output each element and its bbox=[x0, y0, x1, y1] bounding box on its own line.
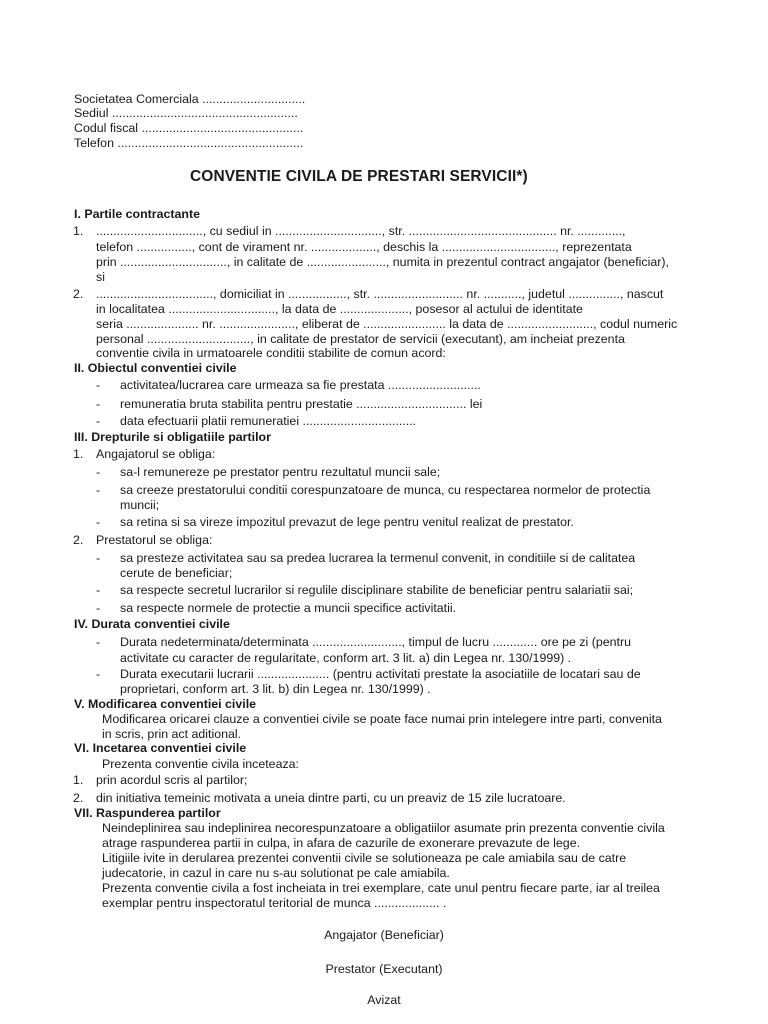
employer-obligations-title: Angajatorul se obliga: bbox=[96, 447, 216, 461]
party-2-line: .................................., domiciliat in ................., str. .......................... nr. ..........., judetul ..............., nascut bbox=[96, 287, 664, 301]
section-1-heading: I. Partile contractante bbox=[74, 207, 201, 221]
tax-code-field: Codul fiscal ............................................... bbox=[74, 121, 304, 135]
list-item: sa presteze activitatea sau sa predea lucrarea la termenul convenit, in conditiile si de calitatea bbox=[120, 551, 636, 565]
bullet: - bbox=[96, 515, 101, 529]
termination-item-number: 2. bbox=[73, 791, 84, 805]
paragraph-line: Neindeplinirea sau indeplinirea necorespunzatoare a obligatiilor asumate prin prezenta conventie civila bbox=[102, 821, 665, 835]
bullet: - bbox=[96, 635, 101, 649]
list-item: Durata executarii lucrarii ..................... (pentru activitati prestate la asociatiile de locatari sau de bbox=[120, 667, 641, 681]
section-7-heading: VII. Raspunderea partilor bbox=[74, 806, 221, 820]
list-item: remuneratia bruta stabilita pentru prestatie ................................ lei bbox=[120, 397, 483, 411]
document-title: CONVENTIE CIVILA DE PRESTARI SERVICII*) bbox=[190, 168, 528, 185]
paragraph-line: exemplar pentru inspectoratul teritorial de munca ................... . bbox=[102, 896, 447, 910]
bullet: - bbox=[96, 397, 101, 411]
termination-item: din initiativa temeinic motivata a uneia dintre parti, cu un preaviz de 15 zile lucratoare. bbox=[96, 791, 566, 805]
paragraph-line: Litigiile ivite in derularea prezentei conventii civile se solutioneaza pe cale amiabila sau de catre bbox=[102, 851, 627, 865]
headquarters-field: Sediul ...................................................... bbox=[74, 106, 298, 120]
list-item: sa respecte normele de protectie a muncii specifice activitatii. bbox=[120, 601, 457, 615]
section-4-heading: IV. Durata conventiei civile bbox=[74, 617, 230, 631]
list-item: sa-l remunereze pe prestator pentru rezultatul muncii sale; bbox=[120, 465, 441, 479]
list-item-continuation: cerute de beneficiar; bbox=[120, 566, 233, 580]
approved-label: Avizat bbox=[367, 993, 401, 1007]
party-1-line: prin ..............................., in calitate de ......................., numita in prezentul contract angajator (beneficiar), bbox=[96, 255, 669, 269]
list-item: activitatea/lucrarea care urmeaza sa fie prestata ........................... bbox=[120, 378, 481, 392]
list-item: Durata nedeterminata/determinata .........................., timpul de lucru ............. ore pe zi (pentru bbox=[120, 635, 631, 649]
list-item: sa creeze prestatorului conditii corespunzatoare de munca, cu respectarea normelor de protectia bbox=[120, 483, 651, 497]
paragraph-line: Prezenta conventie civila inceteaza: bbox=[102, 757, 299, 771]
bullet: - bbox=[96, 583, 101, 597]
party-2-line: in localitatea ..............................., la data de ...................., posesor al actului de identitate bbox=[96, 302, 583, 316]
provider-obligations-number: 2. bbox=[73, 533, 84, 547]
list-item-continuation: proprietari, conform art. 3 lit. b) din Legea nr. 130/1999) . bbox=[120, 682, 431, 696]
list-item-continuation: activitate cu caracter de regularitate, conform art. 3 lit. a) din Legea nr. 130/1999) . bbox=[120, 651, 572, 665]
paragraph-line: atrage raspunderea partii in culpa, in afara de cazurile de exonerare prevazute de lege. bbox=[102, 836, 581, 850]
company-name-field: Societatea Comerciala .............................. bbox=[74, 92, 306, 106]
employer-signature-label: Angajator (Beneficiar) bbox=[324, 928, 444, 942]
section-5-heading: V. Modificarea conventiei civile bbox=[74, 697, 257, 711]
bullet: - bbox=[96, 601, 101, 615]
section-6-heading: VI. Incetarea conventiei civile bbox=[74, 741, 247, 755]
party-1-line: telefon ................, cont de virament nr. ..................., deschis la ................................., reprezentata bbox=[96, 240, 632, 254]
termination-item-number: 1. bbox=[73, 773, 84, 787]
employer-obligations-number: 1. bbox=[73, 447, 84, 461]
list-item-continuation: muncii; bbox=[120, 498, 160, 512]
party-1-line: ..............................., cu sediul in ..............................., str. ........................................... nr. ............., bbox=[96, 224, 626, 238]
provider-obligations-title: Prestatorul se obliga: bbox=[96, 533, 213, 547]
party-2-line: conventie civila in urmatoarele conditii stabilite de comun acord: bbox=[96, 346, 446, 360]
party-2-number: 2. bbox=[73, 287, 84, 301]
phone-field: Telefon ...................................................... bbox=[74, 136, 304, 150]
paragraph-line: judecatorie, in cazul in care nu s-au solutionat pe cale amiabila. bbox=[102, 866, 450, 880]
paragraph-line: in scris, prin act aditional. bbox=[102, 727, 242, 741]
party-1-number: 1. bbox=[73, 224, 84, 238]
bullet: - bbox=[96, 483, 101, 497]
list-item: sa respecte secretul lucrarilor si regulile disciplinare stabilite de beneficiar pentru salariatii sai; bbox=[120, 583, 634, 597]
party-2-line: seria ..................... nr. ......................, eliberat de ........................ la data de ........................., codul numeric bbox=[96, 317, 678, 331]
bullet: - bbox=[96, 551, 101, 565]
party-2-line: personal .............................., in calitate de prestator de servicii (executant), am incheiat prezenta bbox=[96, 332, 625, 346]
provider-signature-label: Prestator (Executant) bbox=[325, 962, 443, 976]
paragraph-line: Prezenta conventie civila a fost incheiata in trei exemplare, cate unul pentru fiecare parte, iar al treilea bbox=[102, 881, 660, 895]
termination-item: prin acordul scris al partilor; bbox=[96, 773, 248, 787]
section-2-heading: II. Obiectul conventiei civile bbox=[74, 361, 237, 375]
section-3-heading: III. Drepturile si obligatiile partilor bbox=[74, 430, 271, 444]
party-1-line: si bbox=[96, 270, 105, 284]
bullet: - bbox=[96, 667, 101, 681]
bullet: - bbox=[96, 465, 101, 479]
list-item: sa retina si sa vireze impozitul prevazut de lege pentru venitul realizat de prestator. bbox=[120, 515, 574, 529]
bullet: - bbox=[96, 414, 101, 428]
list-item: data efectuarii platii remuneratiei ................................. bbox=[120, 414, 417, 428]
paragraph-line: Modificarea oricarei clauze a conventiei civile se poate face numai prin intelegere intre parti, convenita bbox=[102, 712, 662, 726]
bullet: - bbox=[96, 378, 101, 392]
